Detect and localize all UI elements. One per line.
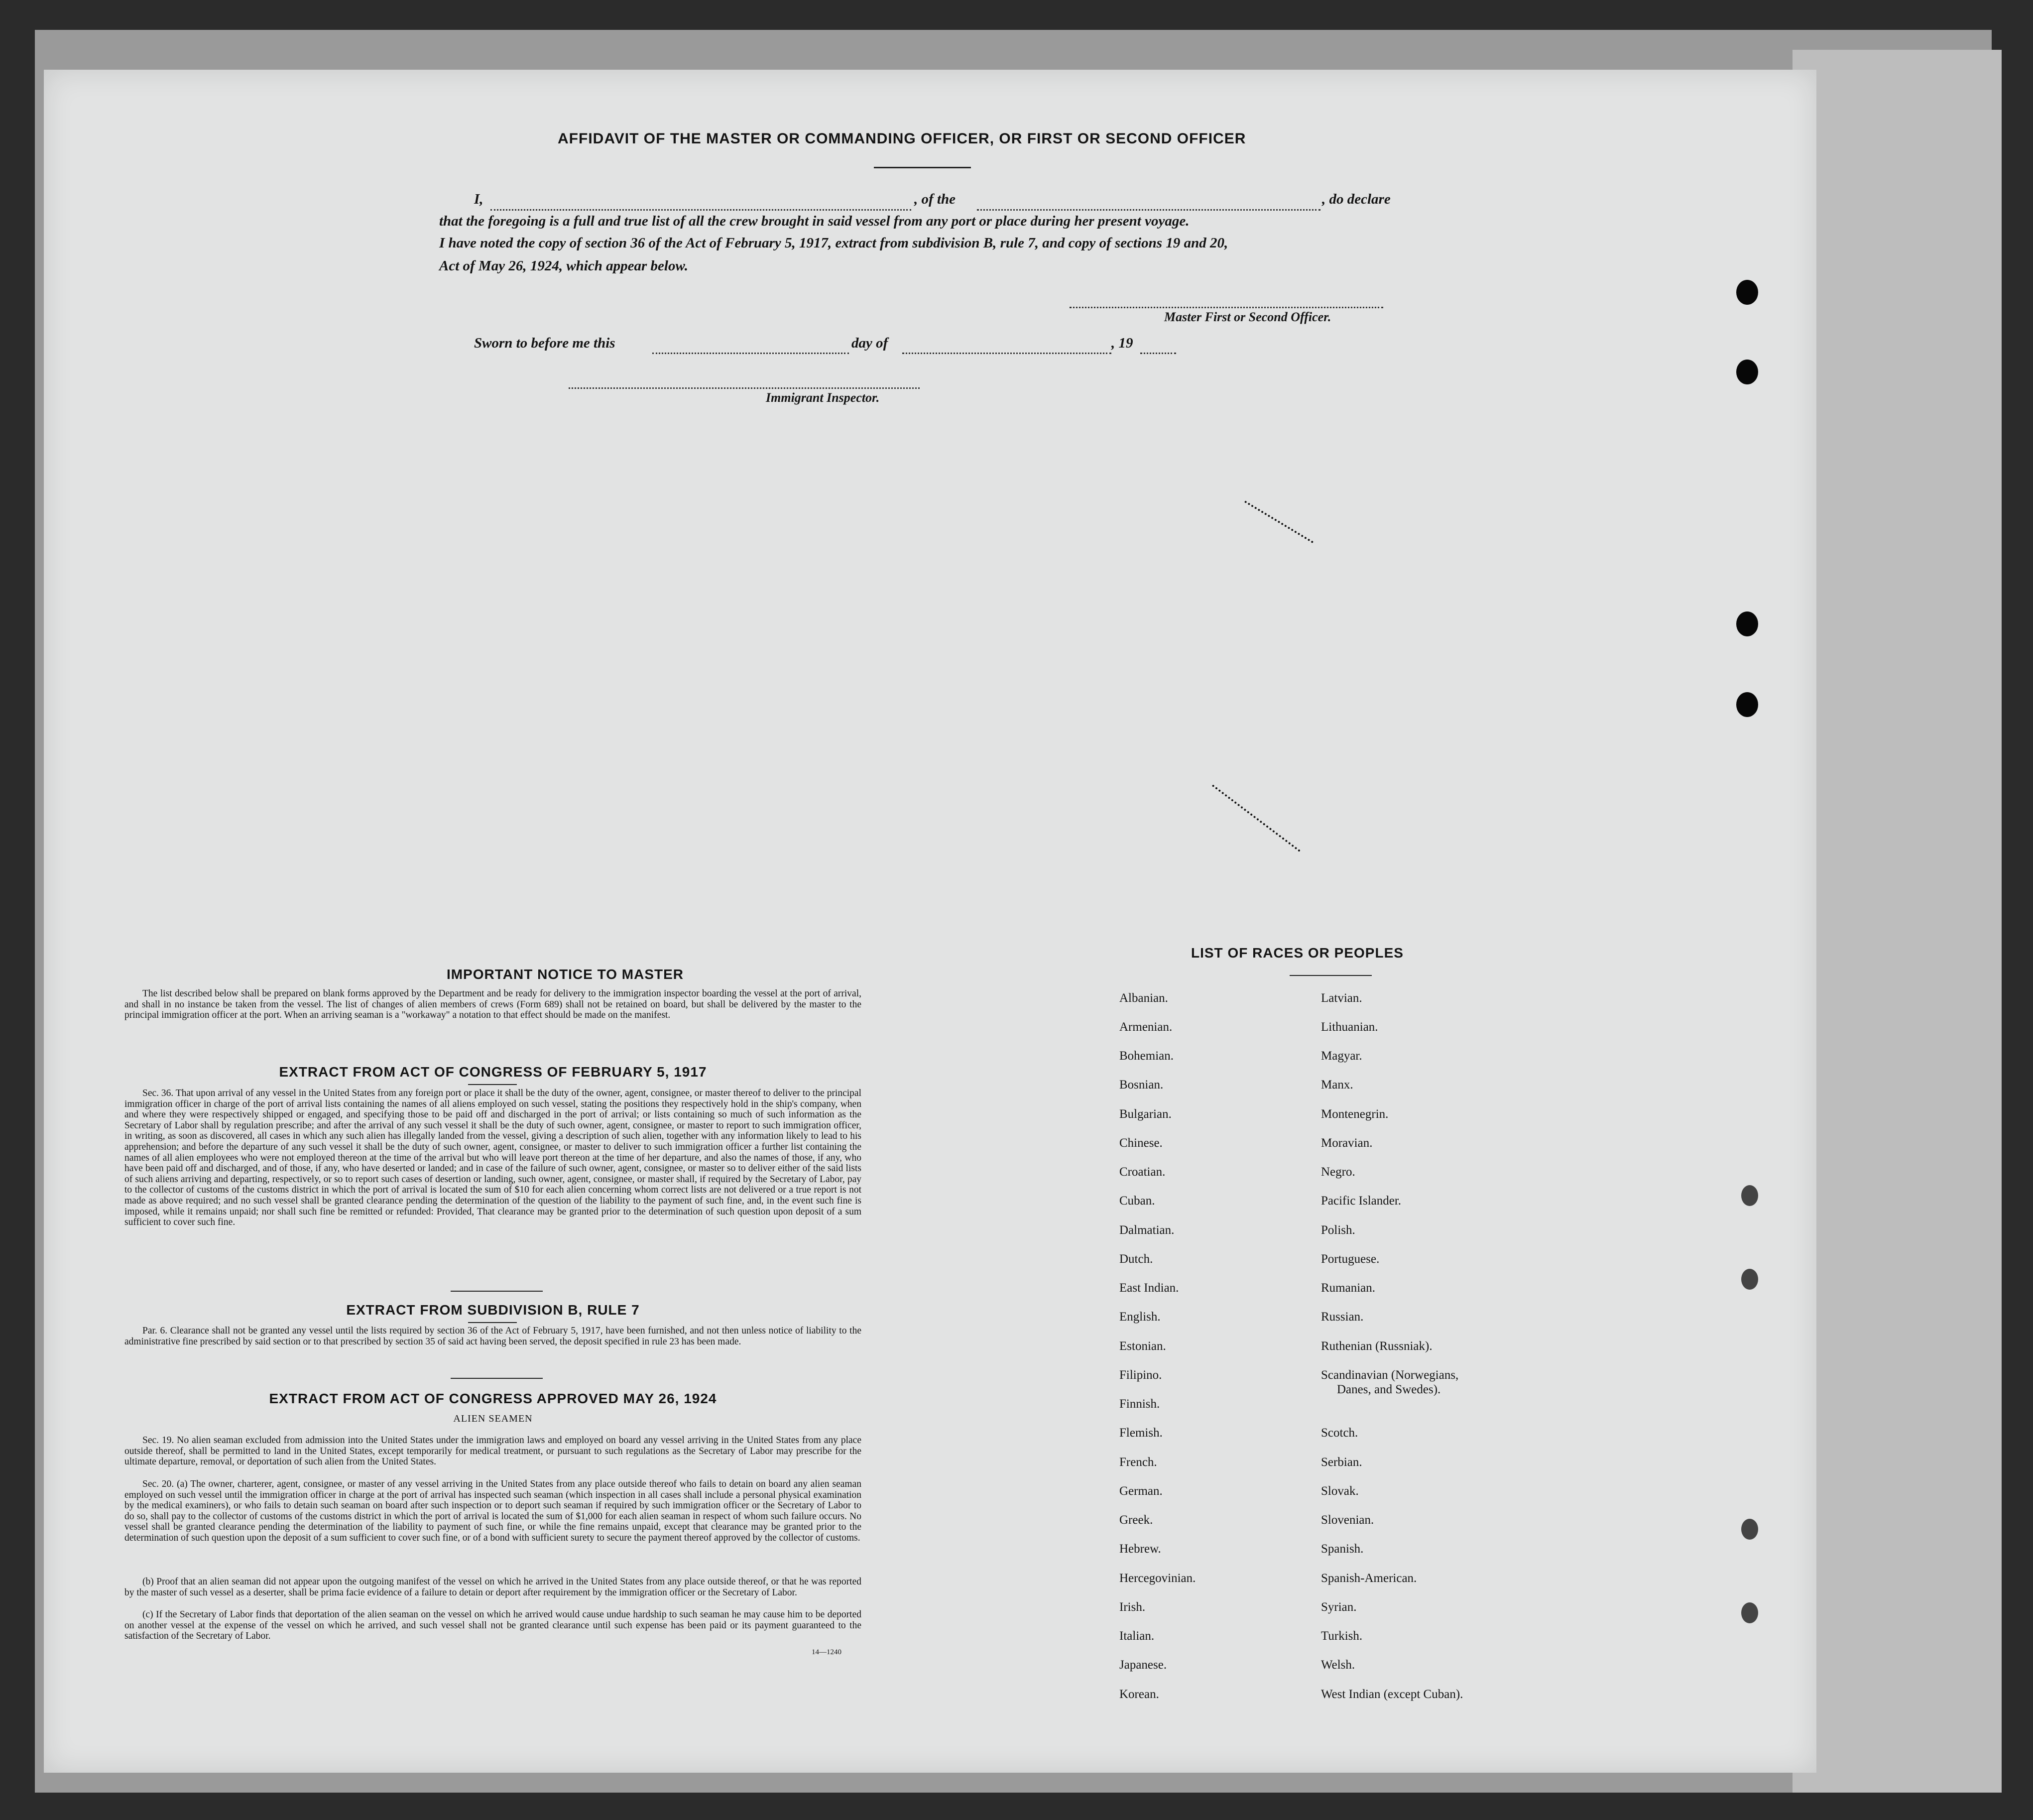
extract-1924-sec20c: (c) If the Secretary of Labor finds that deportation of the alien seaman on the vessel on which he arrived would cause undue hardship to such seaman he may cause him to be deported on another vessel at the expense of the vessel on which he arrived, and such vessel shall not be granted clearance until such expense has been paid or its payment guaranteed to the satisfaction of the Secretary of Labor. [124, 1609, 861, 1642]
race-item: Finnish. [1119, 1397, 1160, 1411]
affidavit-line-2: that the foregoing is a full and true list of all the crew brought in said vessel from any port or place during her present voyage. [439, 213, 1190, 229]
race-item: English. [1119, 1310, 1161, 1324]
race-item: Slovak. [1321, 1484, 1359, 1498]
important-notice-title: IMPORTANT NOTICE TO MASTER [446, 967, 684, 982]
races-title-rule [1290, 975, 1372, 976]
race-item: Syrian. [1321, 1600, 1357, 1614]
punch-hole-7 [1741, 1519, 1758, 1540]
race-item: Cuban. [1119, 1194, 1155, 1208]
punch-hole-8 [1741, 1602, 1758, 1623]
race-item: West Indian (except Cuban). [1321, 1688, 1463, 1701]
race-item: Serbian. [1321, 1456, 1362, 1469]
race-item: Polish. [1321, 1223, 1355, 1237]
race-item: French. [1119, 1456, 1157, 1469]
sworn-prefix: Sworn to before me this [474, 335, 615, 351]
extract-rule7-rule [468, 1322, 517, 1323]
extract-1917-title: EXTRACT FROM ACT OF CONGRESS OF FEBRUARY 5, 1917 [279, 1064, 707, 1080]
punch-hole-6 [1741, 1269, 1758, 1290]
race-item: Lithuanian. [1321, 1020, 1378, 1034]
extract-1924-separator [451, 1378, 543, 1379]
race-item: Turkish. [1321, 1629, 1363, 1643]
name-blank[interactable] [490, 209, 911, 211]
race-item: Bulgarian. [1119, 1107, 1172, 1121]
race-item: Chinese. [1119, 1136, 1163, 1150]
race-item: Negro. [1321, 1165, 1355, 1179]
race-item: Japanese. [1119, 1658, 1167, 1672]
race-item: Estonian. [1119, 1339, 1166, 1353]
alien-seamen-subtitle: ALIEN SEAMEN [453, 1413, 533, 1424]
affidavit-title-rule [874, 167, 971, 168]
race-item: Albanian. [1119, 991, 1168, 1005]
race-item: Korean. [1119, 1688, 1159, 1701]
extract-1924-sec20a: Sec. 20. (a) The owner, charterer, agent, consignee, or master of any vessel arriving in the United States from any place outside thereof who fails to detain on board any alien seaman employed on such vessel until the immigration officer in charge at the port of arrival has inspected such seaman (which inspection in all cases shall include a personal physical examination by the medical examiners), or who fails to detain such seaman on board after such inspection or to deport such seaman if required by such immigration officer or the Secretary of Labor to do so, shall pay to the collector of customs of the customs district in which the port of arrival is located the sum of $1,000 for each alien seaman in respect of whom such failure occurs. No vessel shall be granted clearance pending the determination of the liability to payment of such fine, or while the fine remains unpaid, except that clearance may be granted prior to the determination of such question upon the deposit of a sum sufficient to cover such fine, or of a bond with sufficient surety to secure the payment thereof approved by the collector of customs. [124, 1479, 861, 1543]
punch-hole-1 [1736, 280, 1758, 305]
race-item: Latvian. [1321, 991, 1362, 1005]
punch-hole-5 [1741, 1185, 1758, 1206]
master-signature-line[interactable] [1070, 307, 1383, 308]
punch-hole-4 [1736, 692, 1758, 717]
race-item: Spanish-American. [1321, 1572, 1417, 1585]
race-item: Armenian. [1119, 1020, 1173, 1034]
race-item: Russian. [1321, 1310, 1364, 1324]
race-item: Greek. [1119, 1513, 1153, 1527]
affidavit-line-4: Act of May 26, 1924, which appear below. [439, 258, 688, 274]
sworn-mid: day of [851, 335, 888, 351]
race-item: Dalmatian. [1119, 1223, 1175, 1237]
race-item: Pacific Islander. [1321, 1194, 1402, 1208]
race-item: Danes, and Swedes). [1337, 1383, 1441, 1396]
race-item: Irish. [1119, 1600, 1146, 1614]
race-item: Welsh. [1321, 1658, 1355, 1672]
race-item: Ruthenian (Russniak). [1321, 1339, 1433, 1353]
race-item: German. [1119, 1484, 1163, 1498]
race-item: Magyar. [1321, 1049, 1362, 1063]
race-item: Manx. [1321, 1078, 1353, 1092]
punch-hole-2 [1736, 360, 1758, 384]
extract-rule7-separator [451, 1291, 543, 1292]
race-item: Hebrew. [1119, 1542, 1161, 1556]
race-item: Slovenian. [1321, 1513, 1374, 1527]
affidavit-title: AFFIDAVIT OF THE MASTER OR COMMANDING OFFICER, OR FIRST OR SECOND OFFICER [558, 130, 1246, 147]
extract-1917-body: Sec. 36. That upon arrival of any vessel in the United States from any foreign port or place it shall be the duty of the owner, agent, consignee, or master thereof to deliver to the principal immigration officer in charge of the port of arrival lists containing the names of all aliens employed on such vessel, stating the positions they respectively hold in the ship's company, when and where they were respectively shipped or engaged, and specifying those to be paid off and discharged in the port of arrival; or lists containing so much of such information as the Secretary of Labor shall by regulation prescribe; and after the arrival of any such vessel it shall be the duty of such owner, agent, consignee, or master to report to such immigration officer, in writing, as soon as discovered, all cases in which any such alien has illegally landed from the vessel, giving a description of such alien, together with any information likely to lead to his apprehension; and before the departure of any such vessel it shall be the duty of such owner, agent, consignee, or master to deliver to such immigration officer a further list containing the names of all alien employees who were not employed thereon at the time of the arrival but who will leave port thereon at the time of her departure, and also the names of those, if any, who have been paid off and discharged, and of those, if any, who have deserted or landed; and in case of the failure of such owner, agent, consignee, or master so to deliver either of the said lists of such aliens arriving and departing, respectively, or so to report such cases of desertion or landing, such owner, agent, consignee, or master shall, if required by the Secretary of Labor, pay to the collector of customs of the customs district in which the port of arrival is located the sum of $10 for each alien concerning whom correct lists are not delivered or a true report is not made as above required; and no such vessel shall be granted clearance pending the determination of the question of the liability to the payment of such fine, and, in the event such fine is imposed, while it remains unpaid; nor shall such fine be remitted or refunded: Provided, That clearance may be granted prior to the determination of such question upon deposit of a sum sufficient to cover such fine. [124, 1088, 861, 1228]
race-item: Bohemian. [1119, 1049, 1174, 1063]
extract-1924-sec19: Sec. 19. No alien seaman excluded from admission into the United States under the immigration laws and employed on board any vessel arriving in the United States from any place outside thereof, shall be permitted to land in the United States, except temporarily for medical treatment, or pursuant to such regulations as the Secretary of Labor may prescribe for the ultimate departure, removal, or deportation of such alien from the United States. [124, 1435, 861, 1467]
punch-hole-3 [1736, 611, 1758, 636]
race-item: Bosnian. [1119, 1078, 1164, 1092]
race-item: Spanish. [1321, 1542, 1364, 1556]
sworn-end: , 19 [1111, 335, 1133, 351]
race-item: Portuguese. [1321, 1252, 1380, 1266]
race-item: Italian. [1119, 1629, 1155, 1643]
affidavit-line-1-prefix: I, [474, 191, 483, 207]
race-item: Flemish. [1119, 1426, 1163, 1440]
race-item: Moravian. [1321, 1136, 1373, 1150]
race-item: Rumanian. [1321, 1281, 1376, 1295]
affidavit-line-1-end: , do declare [1322, 191, 1391, 207]
inspector-signature-label: Immigrant Inspector. [766, 390, 880, 405]
sworn-day-blank[interactable] [652, 353, 849, 354]
races-title: LIST OF RACES OR PEOPLES [1191, 945, 1404, 961]
race-item: Croatian. [1119, 1165, 1166, 1179]
adjacent-page-strip [1793, 50, 2002, 1793]
sworn-year-blank[interactable] [1140, 353, 1176, 354]
affidavit-line-3: I have noted the copy of section 36 of the Act of February 5, 1917, extract from subdivision B, rule 7, and copy of sections 19 and 20, [439, 235, 1228, 251]
extract-1924-title: EXTRACT FROM ACT OF CONGRESS APPROVED MAY 26, 1924 [269, 1391, 717, 1406]
race-item: Scandinavian (Norwegians, [1321, 1368, 1459, 1382]
sworn-month-blank[interactable] [902, 353, 1111, 354]
race-item: Filipino. [1119, 1368, 1162, 1382]
inspector-signature-line[interactable] [569, 387, 920, 389]
affidavit-line-1-mid: , of the [914, 191, 956, 207]
vessel-blank[interactable] [977, 209, 1320, 211]
race-item: Hercegovinian. [1119, 1572, 1196, 1585]
race-item: Montenegrin. [1321, 1107, 1389, 1121]
race-item: East Indian. [1119, 1281, 1179, 1295]
extract-rule7-title: EXTRACT FROM SUBDIVISION B, RULE 7 [346, 1302, 640, 1318]
extract-1924-sec20b: (b) Proof that an alien seaman did not appear upon the outgoing manifest of the vessel on which he arrived in the United States from any place outside thereof, or that he was reported by the master of such vessel as a deserter, shall be prima facie evidence of a failure to detain or deport after requirement by the immigration officer or the Secretary of Labor. [124, 1577, 861, 1598]
race-item: Scotch. [1321, 1426, 1358, 1440]
master-signature-label: Master First or Second Officer. [1164, 310, 1331, 324]
extract-1917-rule [468, 1084, 517, 1085]
race-item: Dutch. [1119, 1252, 1153, 1266]
extract-rule7-body: Par. 6. Clearance shall not be granted any vessel until the lists required by section 36 of the Act of February 5, 1917, have been furnished, and not then unless notice of liability to the administrative fine prescribed by said section or to that prescribed by section 35 of said act having been served, the deposit specified in rule 23 has been made. [124, 1326, 861, 1347]
form-number: 14—1240 [812, 1648, 841, 1656]
important-notice-body: The list described below shall be prepared on blank forms approved by the Department and be ready for delivery to the immigration inspector boarding the vessel at the port of arrival, and shall in no instance be taken from the vessel. The list of changes of alien members of crews (Form 689) shall not be retained on board, but shall be delivered by the master to the principal immigration officer at the port. When an arriving seaman is a "workaway" a notation to that effect should be made on the manifest. [124, 988, 861, 1021]
